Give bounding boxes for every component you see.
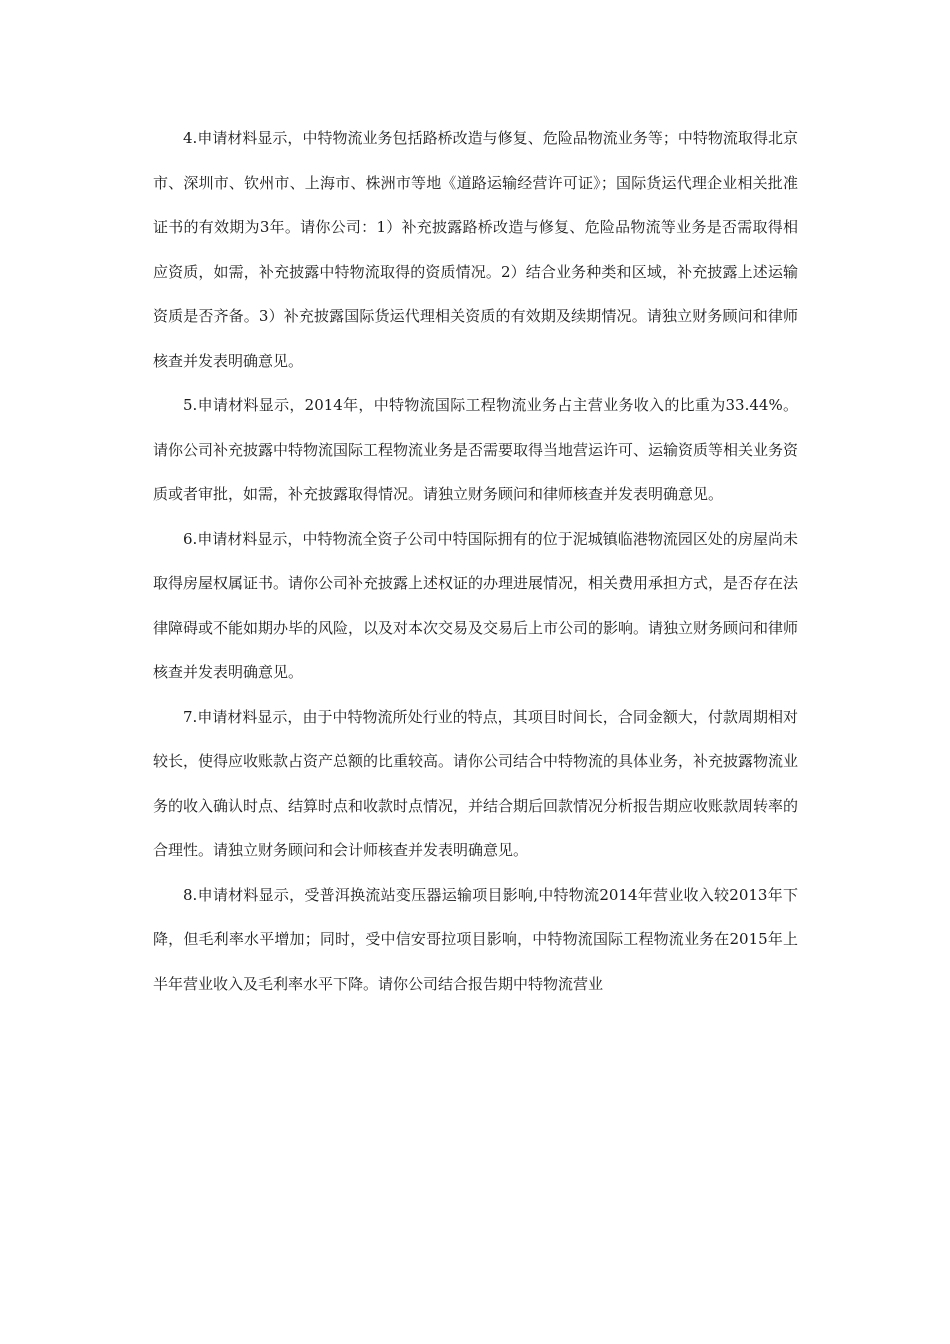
document-body: [153, 116, 798, 1006]
paragraph-item-6: 6.申请材料显示，中特物流全资子公司中特国际拥有的位于泥城镇临港物流园区处的房屋尚未取得房屋权属证书。请你公司补充披露上述权证的办理进展情况，相关费用承担方式，是否存在法律障碍或不能如期办毕的风险，以及对本次交易及交易后上市公司的影响。请独立财务顾问和律师核查并发表明确意见。: [153, 529, 799, 681]
paragraph-item-5: 5.申请材料显示，2014年，中特物流国际工程物流业务占主营业务收入的比重为33.44%。请你公司补充披露中特物流国际工程物流业务是否需要取得当地营运许可、运输资质等相关业务资质或者审批，如需，补充披露取得情况。请独立财务顾问和律师核查并发表明确意见。: [153, 396, 799, 503]
paragraph-item-4: 4.申请材料显示，中特物流业务包括路桥改造与修复、危险品物流业务等；中特物流取得北京市、深圳市、钦州市、上海市、株洲市等地《道路运输经营许可证》；国际货运代理企业相关批准证书的有效期为3年。请你公司：1）补充披露路桥改造与修复、危险品物流等业务是否需取得相应资质，如需，补充披露中特物流取得的资质情况。2）结合业务种类和区域，补充披露上述运输资质是否齐备。3）补充披露国际货运代理相关资质的有效期及续期情况。请独立财务顾问和律师核查并发表明确意见。: [153, 129, 798, 370]
paragraph-item-8: 8.申请材料显示，受普洱换流站变压器运输项目影响,中特物流2014年营业收入较2013年下降，但毛利率水平增加；同时，受中信安哥拉项目影响，中特物流国际工程物流业务在2015年上半年营业收入及毛利率水平下降。请你公司结合报告期中特物流营业: [153, 885, 798, 993]
paragraph-item-7: 7.申请材料显示，由于中特物流所处行业的特点，其项目时间长，合同金额大，付款周期相对较长，使得应收账款占资产总额的比重较高。请你公司结合中特物流的具体业务，补充披露物流业务的收入确认时点、结算时点和收款时点情况，并结合期后回款情况分析报告期应收账款周转率的合理性。请独立财务顾问和会计师核查并发表明确意见。: [153, 707, 799, 859]
